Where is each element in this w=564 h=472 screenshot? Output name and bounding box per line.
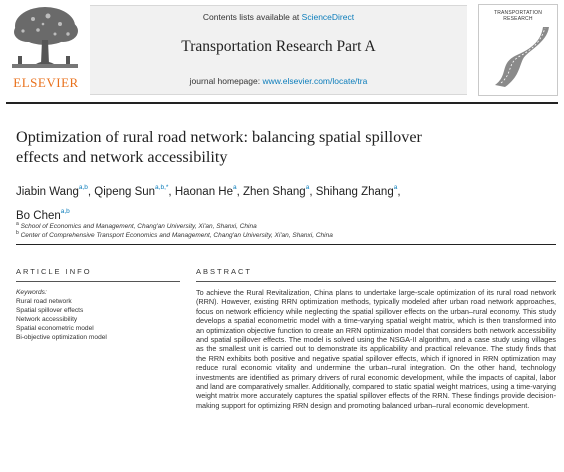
journal-homepage-link[interactable]: www.elsevier.com/locate/tra — [262, 76, 368, 86]
keyword: Bi-objective optimization model — [16, 334, 107, 341]
sciencedirect-link[interactable]: ScienceDirect — [301, 12, 355, 22]
author-name[interactable]: Qipeng Sun — [94, 186, 156, 198]
author-name[interactable]: Bo Chen — [16, 210, 61, 222]
author-affiliation-mark[interactable]: a — [393, 184, 398, 191]
author-name[interactable]: Zhen Shang — [243, 186, 306, 198]
keyword: Rural road network — [16, 298, 72, 305]
affiliation-a: $^a$ School of Economics and Management, Chang'an University, Xi'an, Shanxi, China — [16, 221, 257, 230]
journal-homepage-line: journal homepage: www.elsevier.com/locate/tra — [189, 76, 368, 86]
abstract-text: To achieve the Rural Revitalization, China plans to undertake large-scale optimization of its rural road network (RRN). However, existing RRN optimization methods, typically modeled after urban road network approaches, focus on network efficiency while neglecting the spatial spillover effects on the urban–rural economy. This study develops a spatial econometric model with a time-varying spatial weight matrix, which is then transformed into an optimization objective function to create an RRN optimization model that considers both network accessibility and spatial spillover effects. The model is solved using the NSGA-II algorithm, and a case study using villages as the smallest unit is carried out to demonstrate its applicability and practical relevance. The study finds that the RRN exhibits both positive and negative spatial spillover effects, which if ignored in RRN optimization may reduce rural economic vitality and undermine the urban–rural integration. On the other hand, technology investments are identified as primary drivers of rural economic development, while the impacts of capital, labor and land are comparatively smaller. Additionally, compared to static spatial weight matrices, using a time-varying weight matrix more accurately captures the spatial spillover effects of the RRN. These findings provide decision-making support for optimizing RRN design and promoting balanced urban–rural economic development. — [196, 288, 556, 410]
keyword: Spatial spillover effects — [16, 307, 84, 314]
elsevier-wordmark: ELSEVIER — [13, 75, 79, 90]
journal-cover-thumbnail[interactable] — [478, 4, 558, 96]
author-name[interactable]: Shihang Zhang — [315, 186, 394, 198]
elsevier-logo[interactable] — [6, 4, 84, 94]
header-rule — [6, 102, 558, 104]
cover-road-icon — [479, 25, 557, 95]
author-affiliation-mark[interactable]: a — [305, 184, 310, 191]
keywords-label: Keywords: — [16, 289, 47, 296]
elsevier-tree-icon — [8, 4, 82, 74]
author-affiliation-mark[interactable]: a — [233, 184, 237, 191]
article-info-heading: ARTICLE INFO — [16, 267, 92, 276]
author-name[interactable]: Haonan He — [174, 186, 233, 198]
abstract-rule — [196, 281, 556, 282]
author-list: Jiabin Wang$^{a,b}$, Qipeng Sun$^{a,b,*}$, Haonan He$^a$, Zhen Shang$^a$, Shihang Zhang$^a$, Bo Chen$^{a,b}$ — [16, 184, 401, 222]
contents-line: Contents lists available at ScienceDirect — [202, 12, 355, 22]
article-title: Optimization of rural road network: balancing spatial spillover effects and network accessibility — [16, 128, 422, 166]
author-affiliation-mark[interactable]: a,b — [60, 208, 70, 215]
affiliation-b: $^b$ Center of Comprehensive Transport Economics and Management, Chang'an University, Xi'an, Shanxi, China — [16, 230, 333, 239]
author-affiliation-mark[interactable]: a,b,* — [155, 184, 169, 191]
author-affiliation-mark[interactable]: a,b — [78, 184, 88, 191]
keywords-block — [16, 288, 181, 342]
article-info-rule — [16, 281, 180, 282]
keyword: Spatial econometric model — [16, 325, 94, 332]
abstract-heading: ABSTRACT — [196, 267, 253, 276]
journal-title: Transportation Research Part A — [181, 38, 376, 55]
section-rule — [16, 244, 556, 245]
keyword: Network accessibility — [16, 316, 78, 323]
cover-title: TRANSPORTATION RESEARCH — [493, 10, 543, 22]
author-name[interactable]: Jiabin Wang — [16, 186, 79, 198]
journal-banner — [90, 5, 467, 95]
